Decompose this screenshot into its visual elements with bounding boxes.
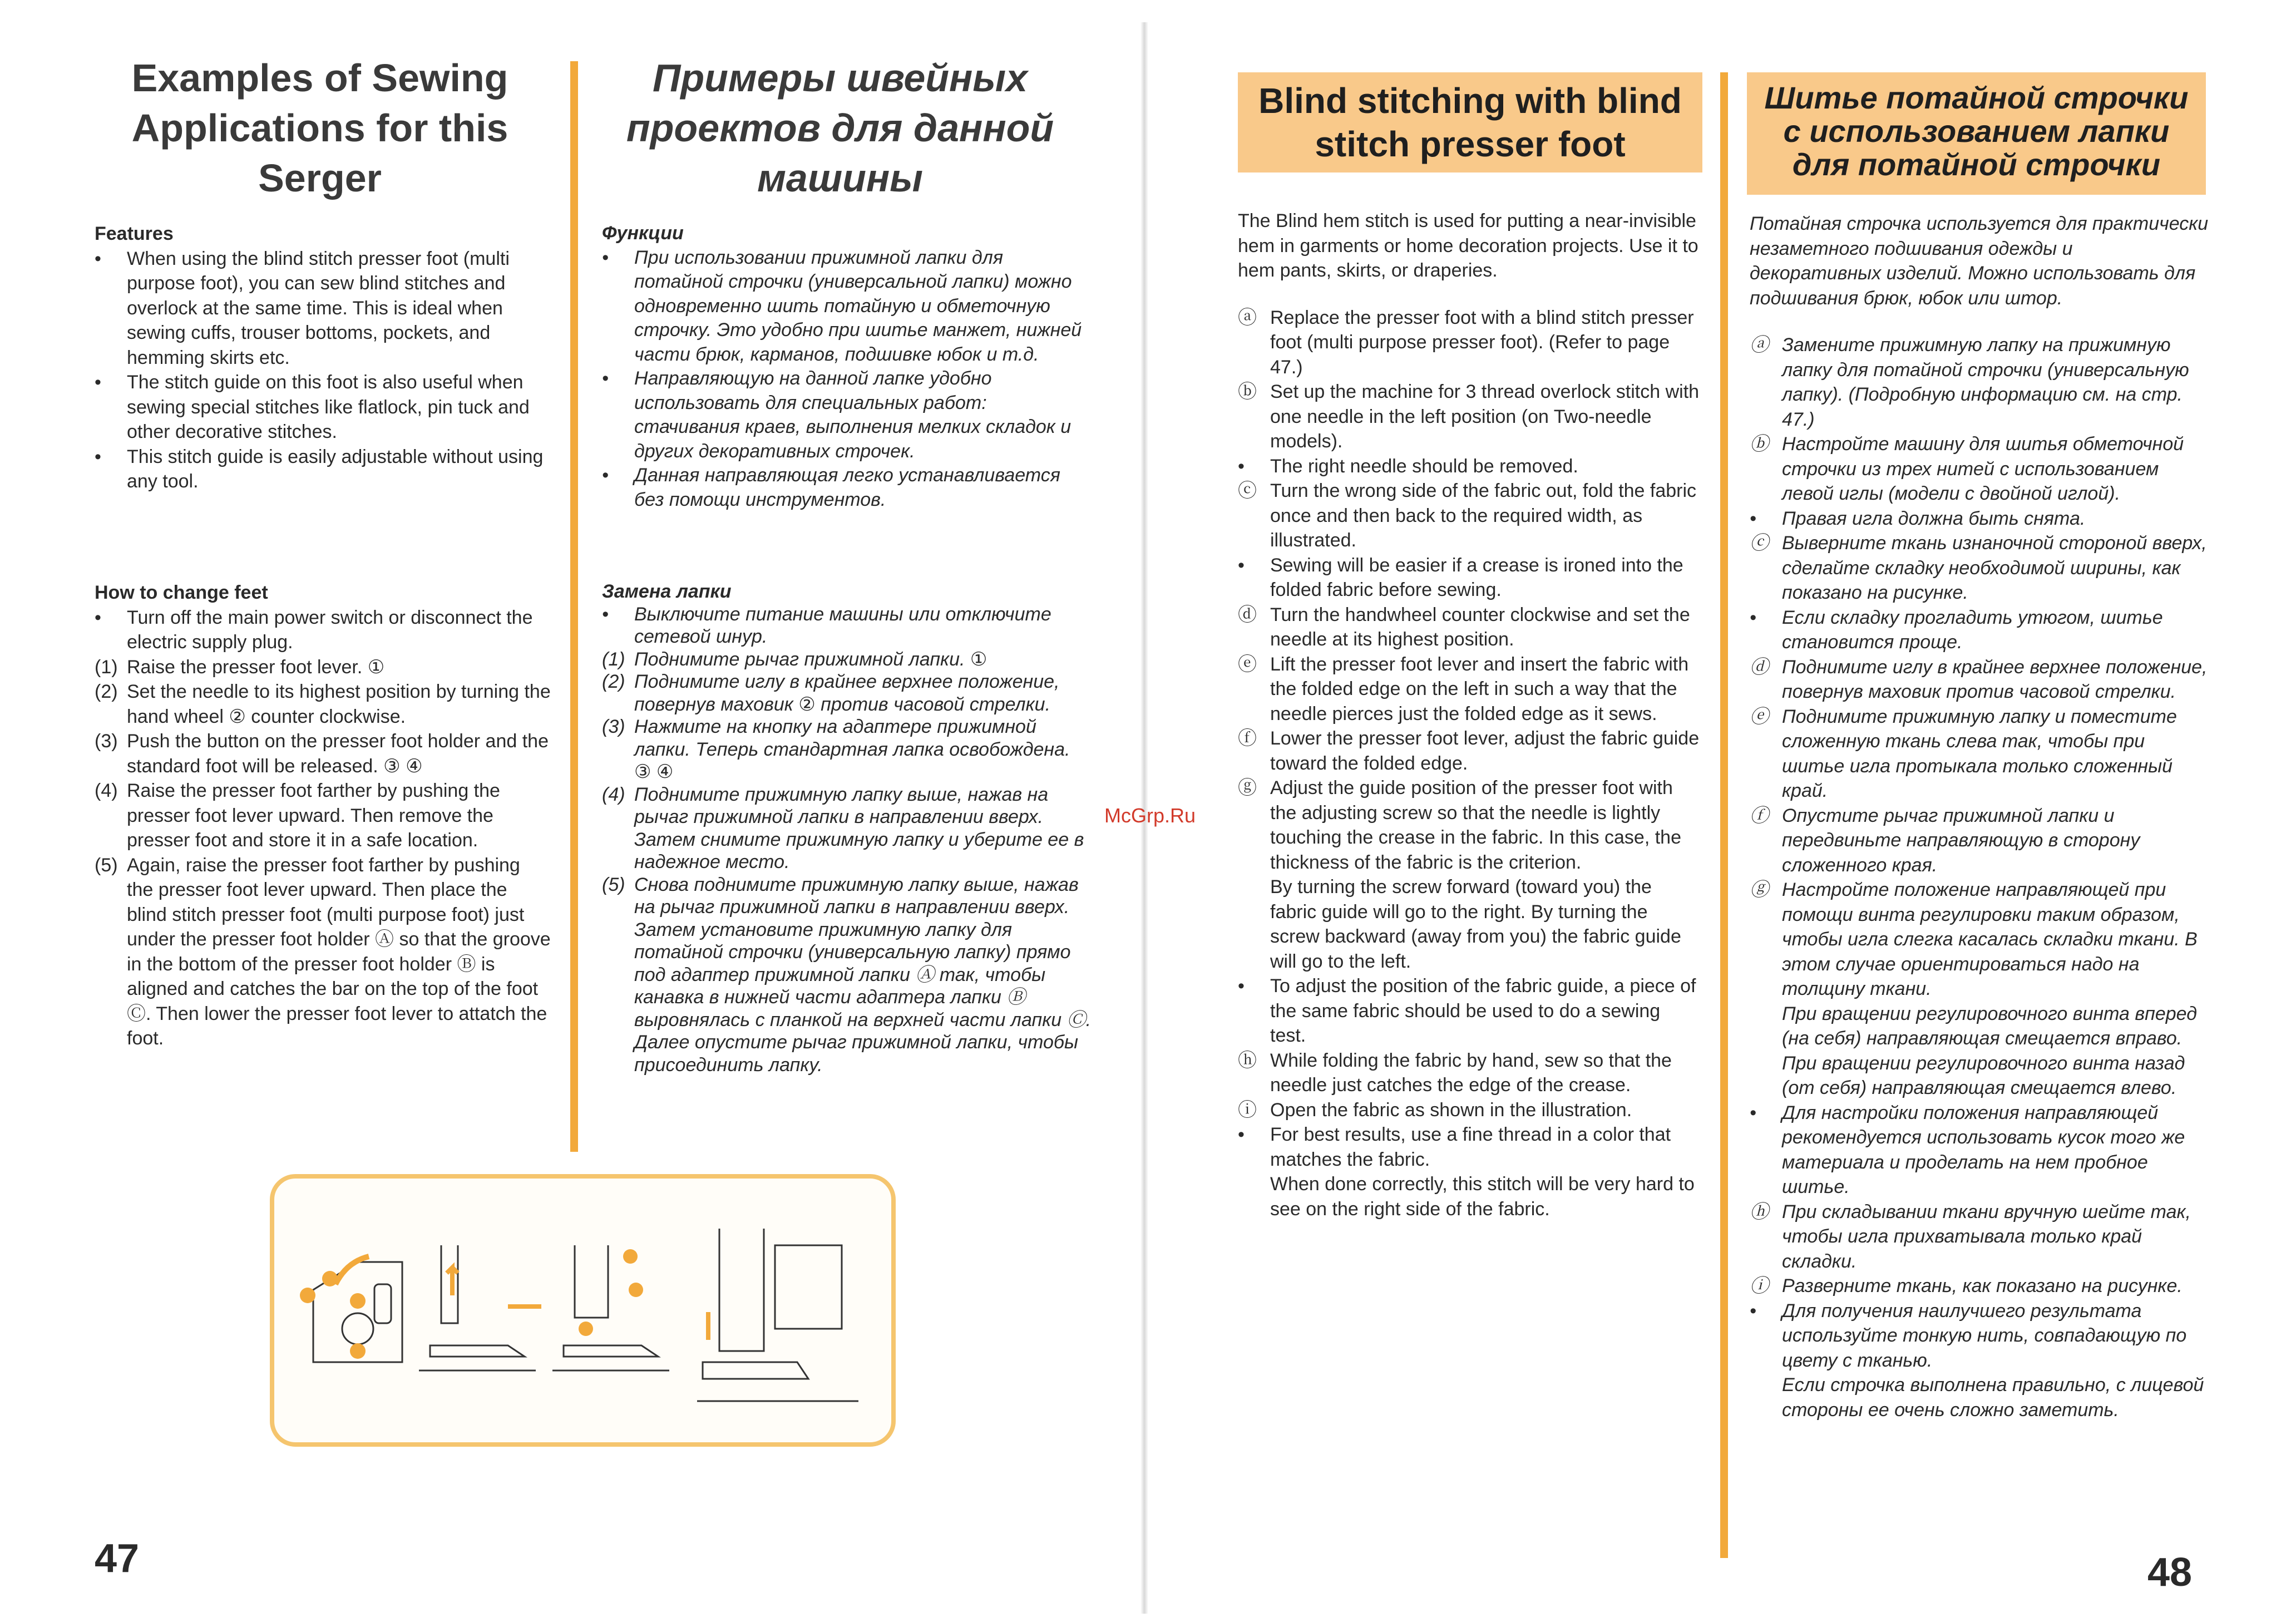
list-marker: ⓓ [1750,656,1769,678]
section-heading: How to change feet [95,582,268,603]
list-item [1750,1373,2209,1422]
list-item [1238,1098,1700,1123]
list-item [1238,726,1700,776]
list-marker: • [602,465,609,486]
list-text: Разверните ткань, как показано на рисунке. [1782,1275,2183,1296]
list-item [1238,454,1700,479]
list-text: Lift the presser foot lever and insert the fabric with the folded edge on the left in such a way that the needle pierces just the folded edge as it sews. [1270,653,1689,724]
list-marker: (4) [602,783,625,805]
list-marker: ⓒ [1238,480,1257,501]
watermark-text: McGrp.Ru [1104,804,1196,827]
list-text: Lower the presser foot lever, adjust the fabric guide toward the folded edge. [1270,728,1700,774]
list-text: Направляющую на данной лапке удобно использовать для специальных работ: стачивания краев, выполнения мелких складок и других декоративных строчек. [634,368,1072,462]
list-text: Push the button on the presser foot holder and the standard foot will be released. ③ ④ [127,731,549,777]
page-number: 48 [2147,1550,2193,1595]
list-marker: • [95,446,101,467]
list-text: При складывании ткани вручную шейте так, чтобы игла прихватывала только край складки. [1782,1201,2191,1272]
list-text: Замените прижимную лапку на прижимную лапку для потайной строчки (универсальную лапку). (Подробную информацию см. на стр. 47.) [1782,334,2189,430]
list-text: To adjust the position of the fabric guide, a piece of the same fabric should be used to do a sewing test. [1270,975,1696,1046]
list-item [95,679,551,729]
list-marker: • [95,607,101,628]
title-line: для потайной строчки [1792,147,2161,182]
list-item [1238,652,1700,727]
list-marker: ⓑ [1750,433,1769,455]
list-marker: ⓒ [1750,533,1769,554]
list-text: The right needle should be removed. [1270,455,1578,477]
list-item [1238,305,1700,380]
list-text: Настройте положение направляющей при помощи винта регулировки таким образом, чтобы игла слегка касалась складки ткани. В этом случае ориентироваться надо на толщину ткани. [1782,879,2198,999]
list-text: Adjust the guide position of the presser foot with the adjusting screw so that the needle is lightly touching the crease in the fabric. In this case, the thickness of the fabric is the criterion. [1270,777,1681,873]
list-text: Если строчка выполнена правильно, с лицевой стороны ее очень сложно заметить. [1782,1374,2204,1421]
list-text: Поднимите прижимную лапку и поместите сложенную ткань слева так, чтобы при шитье игла протыкала только сложенный край. [1782,706,2177,801]
title-line: Blind stitching with blind [1258,81,1682,121]
steps-list [1238,305,1700,1222]
list-text: Sewing will be easier if a crease is ironed into the folded fabric before sewing. [1270,554,1683,600]
intro-text: Потайная строчка используется для практически незаметного подшивания одежды и декоративных изделий. Можно использовать для подшивания брюк, юбок или штор. [1750,213,2209,309]
list-item [602,246,1092,367]
list-text: Again, raise the presser foot farther by pushing the presser foot lever upward. Then place the blind stitch presser foot (multi purpose foot) just under the presser foot holder Ⓐ so that the groove in the bottom of the presser foot holder Ⓑ is aligned and catches the bar on the top of the foot Ⓒ. Then lower the presser foot lever to attatch the foot. [127,854,551,1049]
illustration-frame [270,1174,896,1447]
list-item [95,729,551,778]
list-text: Правая игла должна быть снята. [1782,507,2086,529]
change-feet-ru [602,580,1092,1076]
list-marker: ⓐ [1238,307,1257,328]
list-item [1238,875,1700,974]
list-text: Turn the wrong side of the fabric out, fold the fabric once and then back to the required width, as illustrated. [1270,480,1697,551]
list-text: The stitch guide on this foot is also useful when sewing special stitches like flatlock, pin tuck and other decorative stitches. [127,372,530,442]
list-text: Set the needle to its highest position by turning the hand wheel ② counter clockwise. [127,681,551,727]
title-line: Шитье потайной строчки [1764,80,2189,115]
list-item [602,716,1092,783]
list-marker: ⓔ [1750,706,1769,727]
features-ru [602,221,1092,512]
list-text: Для настройки положения направляющей рекомендуется использовать кусок того же материала и проделать на нем пробное шитье. [1782,1102,2185,1197]
list-marker: ⓘ [1238,1099,1257,1121]
page-number: 47 [95,1536,140,1581]
list-marker: (1) [602,648,625,670]
list-text: При вращении регулировочного винта вперед (на себя) направляющая смещается вправо. При вращении регулировочного винта назад (от себя) направляющая смещается влево. [1782,1003,2197,1098]
list-item [95,246,551,371]
list-item [1750,1101,2209,1200]
list-item [1750,1299,2209,1373]
list-item [1750,605,2209,655]
list-item [95,605,551,655]
list-item [1238,1048,1700,1098]
blind-stitch-en [1238,209,1700,1221]
list-text: Опустите рычаг прижимной лапки и передвиньте направляющую в сторону сложенного края. [1782,805,2140,876]
list-text: Данная направляющая легко устанавливается без помощи инструментов. [634,465,1060,510]
list-marker: (2) [602,671,625,692]
list-text: Raise the presser foot lever. ① [127,656,385,678]
list-text: Выключите питание машины или отключите сетевой шнур. [634,603,1051,647]
list-marker: ⓘ [1750,1275,1769,1296]
list-text: Поднимите прижимную лапку выше, нажав на рычаг прижимной лапки в направлении вверх. Затем снимите прижимную лапку и уберите ее в надежное место. [634,783,1084,872]
list-item [95,778,551,853]
steps-list [602,603,1092,1077]
steps-list [1750,333,2209,1422]
page-title-en [72,53,567,203]
list-text: Поднимите иглу в крайнее верхнее положение, повернув маховик против часовой стрелки. [1782,656,2208,702]
list-item [1238,776,1700,875]
list-marker: • [1238,455,1245,477]
list-item [1238,479,1700,553]
blind-stitch-ru [1750,211,2209,1422]
list-text: Нажмите на кнопку на адаптере прижимной лапки. Теперь стандартная лапка освобождена. ③ ④ [634,716,1070,782]
list-text: Raise the presser foot farther by pushing the presser foot lever upward. Then remove the presser foot and store it in a safe location. [127,780,500,851]
list-item [1750,704,2209,803]
list-item [602,603,1092,648]
section-title-box-ru [1747,72,2206,195]
list-text: Выверните ткань изнаночной стороной вверх, сделайте складку необходимой ширины, как показано на рисунке. [1782,533,2207,603]
title-line: с использованием лапки [1783,114,2170,149]
list-marker: ⓖ [1238,777,1257,798]
title-line: проектов для данной [626,106,1054,150]
list-item [602,367,1092,464]
change-feet-en [95,580,551,1051]
list-text: При использовании прижимной лапки для потайной строчки (универсальной лапки) можно одновременно шить потайную и обметочную строчку. Это удобно при шитье манжет, нижней части брюк, карманов, подшивке юбок и т.д. [634,246,1082,365]
presser-foot-illustration [274,1179,891,1442]
title-line: stitch presser foot [1315,124,1626,164]
list-text: While folding the fabric by hand, sew so that the needle just catches the edge of the crease. [1270,1049,1672,1096]
list-item [1750,877,2209,1002]
list-item [95,445,551,494]
page-title-ru [590,53,1090,203]
list-marker: (5) [95,854,118,876]
list-item [1750,333,2209,432]
list-item [1750,1274,2209,1299]
list-item [1238,553,1700,603]
list-item [1750,803,2209,878]
list-item [1238,379,1700,454]
section-heading: Features [95,223,174,244]
section-title-box-en [1238,72,1702,172]
section-heading: Функции [602,223,684,244]
list-marker: • [602,246,609,268]
title-line: Примеры швейных [652,56,1028,100]
list-marker: • [1750,607,1756,628]
features-list [602,246,1092,512]
list-marker: ⓓ [1238,604,1257,625]
list-text: Для получения наилучшего результата используйте тонкую нить, совпадающую по цвету с тканью. [1782,1300,2187,1371]
list-item [1238,1172,1700,1221]
section-heading: Замена лапки [602,581,732,602]
list-marker: • [602,603,609,625]
list-item [1238,974,1700,1048]
list-item [1750,531,2209,605]
list-marker: (4) [95,780,118,801]
list-marker: • [1238,975,1245,997]
list-marker: ⓐ [1750,334,1769,356]
list-item [602,874,1092,1077]
list-item [1750,506,2209,531]
title-line: Serger [258,156,382,200]
list-marker: (5) [602,874,625,895]
list-text: This stitch guide is easily adjustable without using any tool. [127,446,544,492]
list-marker: ⓗ [1238,1049,1257,1071]
list-item [602,783,1092,874]
list-text: Поднимите рычаг прижимной лапки. ① [634,648,987,670]
list-text: Turn the handwheel counter clockwise and set the needle at its highest position. [1270,604,1690,650]
list-marker: (1) [95,656,118,678]
list-marker: (3) [602,716,625,737]
title-line: Examples of Sewing [131,56,508,100]
steps-list [95,605,551,1051]
list-text: Настройте машину для шитья обметочной строчки из трех нитей с использованием левой иглы (модели с двойной иглой). [1782,433,2184,504]
list-item [95,853,551,1051]
list-marker: ⓗ [1750,1201,1769,1222]
list-text: For best results, use a fine thread in a color that matches the fabric. [1270,1124,1671,1170]
title-line: Applications for this [131,106,508,150]
list-marker: • [1238,554,1245,576]
list-marker: ⓖ [1750,879,1769,900]
features-list [95,246,551,494]
list-text: Снова поднимите прижимную лапку выше, нажав на рычаг прижимной лапки в направлении вверх. Затем установите прижимную лапку для потайной строчки (универсальную лапку) прямо под адаптер прижимной лапки Ⓐ так, чтобы канавка в нижней части адаптера лапки Ⓑ выровнялась с планкой на верхней части лапки Ⓒ. Далее опустите рычаг прижимной лапки, чтобы присоединить лапку. [634,874,1092,1076]
list-item [1238,1122,1700,1172]
list-marker: ⓑ [1238,381,1257,402]
list-text: Replace the presser foot with a blind stitch presser foot (multi purpose presser foot). (Refer to page 47.) [1270,307,1694,378]
list-marker: • [1238,1124,1245,1145]
list-item [602,671,1092,716]
list-marker: ⓕ [1238,728,1257,749]
column-divider [1720,72,1728,1558]
list-marker: ⓔ [1238,653,1257,675]
list-item [1750,1200,2209,1274]
list-item [1750,655,2209,704]
title-line: машины [757,156,923,200]
list-marker: • [1750,507,1756,529]
list-item [602,648,1092,671]
intro-text: The Blind hem stitch is used for putting a near-invisible hem in garments or home decoration projects. Use it to hem pants, skirts, or draperies. [1238,210,1698,281]
list-marker: • [1750,1300,1756,1322]
list-item [1238,603,1700,652]
list-item [1750,1002,2209,1101]
list-item [95,655,551,680]
list-text: Open the fabric as shown in the illustration. [1270,1099,1632,1121]
list-item [1750,432,2209,506]
list-marker: • [602,368,609,389]
list-text: Поднимите иглу в крайнее верхнее положение, повернув маховик ② против часовой стрелки. [634,671,1060,715]
list-text: Set up the machine for 3 thread overlock stitch with one needle in the left position (on Two-needle models). [1270,381,1700,452]
list-marker: • [95,248,101,269]
list-text: When done correctly, this stitch will be very hard to see on the right side of the fabric. [1270,1174,1695,1220]
list-text: When using the blind stitch presser foot (multi purpose foot), you can sew blind stitches and overlock at the same time. This is ideal when sewing cuffs, trouser bottoms, pockets, and hemming skirts etc. [127,248,510,368]
list-item [95,370,551,445]
list-marker: (2) [95,681,118,702]
list-text: Turn off the main power switch or disconnect the electric supply plug. [127,607,533,653]
list-item [602,464,1092,512]
list-marker: • [1750,1102,1756,1123]
column-divider [570,61,578,1152]
list-marker: • [95,372,101,393]
list-text: By turning the screw forward (toward you) the fabric guide will go to the right. By turning the screw backward (away from you) the fabric guide will go to the left. [1270,876,1681,972]
list-marker: (3) [95,731,118,752]
list-marker: ⓕ [1750,805,1769,826]
features-en [95,221,551,494]
list-text: Если складку прогладить утюгом, шитье становится проще. [1782,607,2163,653]
